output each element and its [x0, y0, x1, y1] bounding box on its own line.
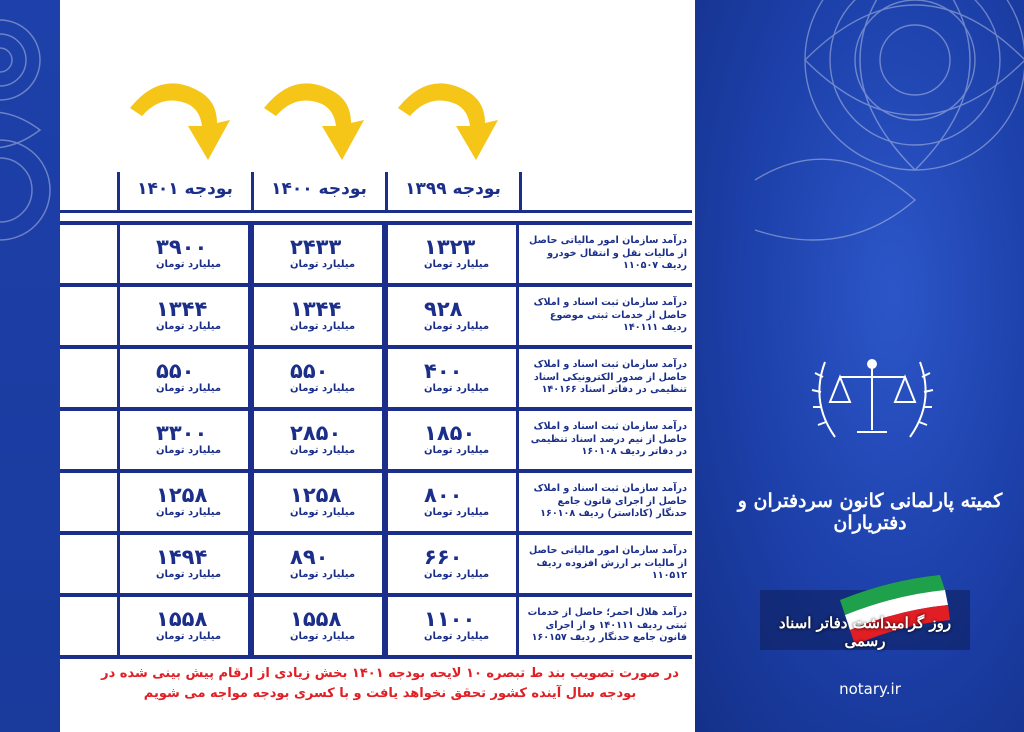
cell-1400: ۲۴۳۳ میلیارد تومان: [251, 225, 385, 283]
row-description: درآمد سازمان ثبت اسناد و املاک حاصل از اجرای قانون جامع حدنگار (کاداستر) ردیف ۱۶۰۱۰۸: [533, 483, 687, 520]
curved-arrow-icon: [256, 68, 366, 168]
row-description: درآمد سازمان امور مالیاتی حاصل از مالیات بر ارزش افزوده ردیف ۱۱۰۵۱۲: [529, 545, 687, 582]
committee-title: کمیته پارلمانی کانون سردفتران و دفتریاران: [737, 490, 1003, 534]
footnote-line-2: بودجه سال آینده کشور تحقق نخواهد یافت و با کسری بودجه مواجه می شویم: [143, 686, 637, 701]
table-row: [60, 411, 695, 469]
website-link[interactable]: notary.ir: [839, 680, 901, 698]
cell-1400: ۸۹۰ میلیارد تومان: [251, 535, 385, 593]
ornament-icon: [0, 0, 60, 300]
cell-1401: ۵۵۰ میلیارد تومان: [117, 349, 251, 407]
cell-1399: ۸۰۰ میلیارد تومان: [385, 473, 519, 531]
cell-1401: ۱۵۵۸ میلیارد تومان: [117, 597, 251, 655]
cell-1401: ۱۴۹۴ میلیارد تومان: [117, 535, 251, 593]
row-separator: [60, 655, 692, 659]
table-row: [60, 225, 695, 283]
table-row: [60, 349, 695, 407]
cell-1399: ۱۱۰۰ میلیارد تومان: [385, 597, 519, 655]
column-divider: [385, 172, 388, 212]
row-description: درآمد سازمان امور مالیاتی حاصل از مالیات نقل و انتقال خودرو ردیف ۱۱۰۵۰۷: [529, 235, 687, 272]
cell-1401: ۱۲۵۸ میلیارد تومان: [117, 473, 251, 531]
column-header-1401: بودجه ۱۴۰۱: [137, 179, 233, 199]
curved-arrow-icon: [390, 68, 500, 168]
cell-1400: ۱۲۵۸ میلیارد تومان: [251, 473, 385, 531]
footnote-line-1: در صورت تصویب بند ط تبصره ۱۰ لایحه بودجه ۱۴۰۱ بخش زیادی از ارقام پیش بینی شده در: [101, 666, 679, 681]
table-row: [60, 597, 695, 655]
column-header-1399: بودجه ۱۳۹۹: [405, 179, 501, 199]
cell-1400: ۲۸۵۰ میلیارد تومان: [251, 411, 385, 469]
row-description: درآمد سازمان ثبت اسناد و املاک حاصل از نیم درصد اسناد تنظیمی در دفاتر ردیف ۱۶۰۱۰۸: [530, 421, 687, 458]
left-ornament-strip: [0, 0, 60, 732]
row-description: درآمد سازمان ثبت اسناد و املاک حاصل از خدمات ثبتی موضوع ردیف ۱۴۰۱۱۱: [533, 297, 687, 334]
cell-1399: ۱۸۵۰ میلیارد تومان: [385, 411, 519, 469]
cell-1399: ۶۶۰ میلیارد تومان: [385, 535, 519, 593]
cell-1400: ۱۳۴۴ میلیارد تومان: [251, 287, 385, 345]
row-description: درآمد هلال احمر؛ حاصل از خدمات ثبتی ردیف ۱۴۰۱۱۱ و از اجرای قانون جامع حدنگار ردیف ۱۶۰۱۵۷: [527, 607, 687, 644]
curved-arrow-icon: [122, 68, 232, 168]
cell-1399: ۴۰۰ میلیارد تومان: [385, 349, 519, 407]
cell-1401: ۳۳۰۰ میلیارد تومان: [117, 411, 251, 469]
column-divider: [251, 172, 254, 212]
table-row: [60, 473, 695, 531]
table-row: [60, 287, 695, 345]
justice-scales-emblem-icon: [805, 322, 940, 452]
tagline: روز گرامیداشت دفاتر اسناد رسمی: [778, 614, 952, 650]
cell-1400: ۱۵۵۸ میلیارد تومان: [251, 597, 385, 655]
cell-1399: ۱۳۲۳ میلیارد تومان: [385, 225, 519, 283]
mandala-ornament-icon: [715, 0, 1024, 280]
cell-1400: ۵۵۰ میلیارد تومان: [251, 349, 385, 407]
footnote-warning: [90, 664, 690, 704]
cell-1401: ۳۹۰۰ میلیارد تومان: [117, 225, 251, 283]
row-description: درآمد سازمان ثبت اسناد و املاک حاصل از صدور الکترونیکی اسناد تنظیمی در دفاتر اسناد ۱۴۰۱۶۶: [533, 359, 687, 396]
header-divider: [60, 210, 692, 213]
table-row: [60, 535, 695, 593]
column-divider: [117, 172, 120, 212]
column-header-1400: بودجه ۱۴۰۰: [271, 179, 367, 199]
cell-1401: ۱۳۴۴ میلیارد تومان: [117, 287, 251, 345]
column-divider: [519, 172, 522, 212]
cell-1399: ۹۲۸ میلیارد تومان: [385, 287, 519, 345]
